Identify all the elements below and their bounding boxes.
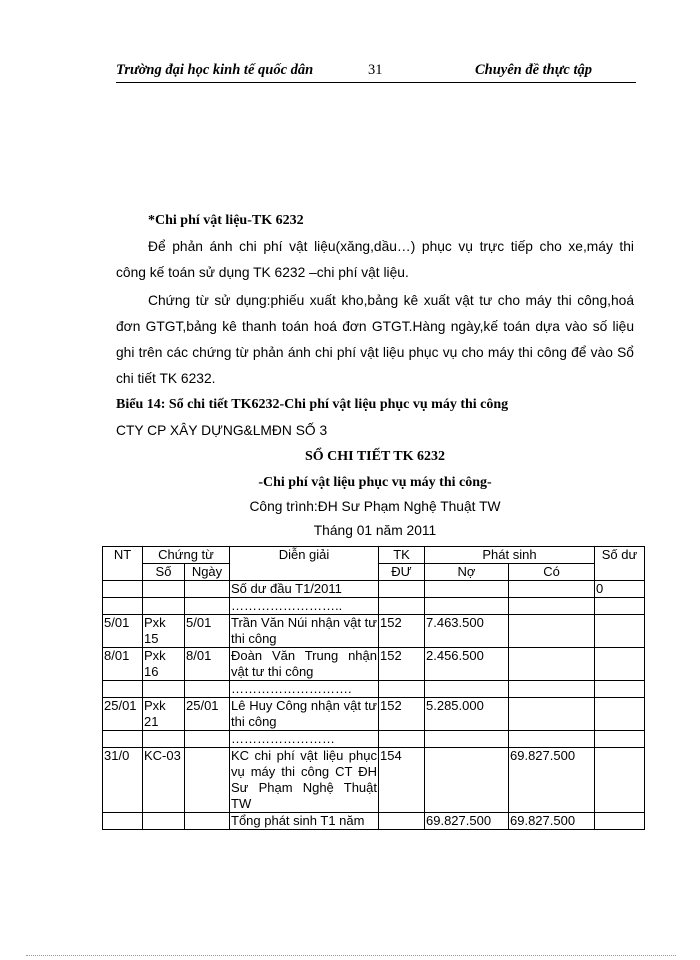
col-header-sodu: Số dư <box>595 547 645 581</box>
col-header-co: Có <box>509 564 595 581</box>
cell-diengiai: ………………………. <box>230 681 379 698</box>
table-row <box>103 615 645 648</box>
cell-ngay <box>185 731 230 748</box>
cell-tk <box>379 598 425 615</box>
col-header-so: Số <box>143 564 185 581</box>
cell-diengiai: Đoàn Văn Trung nhận vật tư thi công <box>231 648 377 679</box>
header-school: Trường đại học kinh tế quốc dân <box>116 62 314 78</box>
cell-so: KC-03 <box>143 748 185 813</box>
header-doc-type: Chuyên đề thực tập <box>474 62 592 78</box>
cell-ngay <box>185 748 230 813</box>
cell-so <box>143 813 185 830</box>
cell-diengiai: …………………….. <box>230 598 379 615</box>
cell-tk <box>379 581 425 598</box>
cell-co <box>509 698 595 731</box>
cell-so <box>143 598 185 615</box>
cell-nt: 5/01 <box>103 615 143 648</box>
cell-diengiai: Tổng phát sinh T1 năm <box>230 813 379 830</box>
cell-no <box>425 581 509 598</box>
table-row-total <box>103 813 645 830</box>
table-row <box>103 681 645 698</box>
col-header-diengiai: Diễn giải <box>230 547 379 581</box>
cell-nt: 31/0 <box>103 748 143 813</box>
cell-no: 5.285.000 <box>425 698 509 731</box>
project-name: Công trình:ĐH Sư Phạm Nghệ Thuật TW <box>249 499 501 514</box>
col-header-ngay: Ngày <box>185 564 230 581</box>
cell-co: 69.827.500 <box>509 748 595 813</box>
cell-ngay <box>185 813 230 830</box>
col-header-phatsinh: Phát sinh <box>425 547 595 564</box>
cell-nt <box>103 681 143 698</box>
period: Tháng 01 năm 2011 <box>313 523 437 538</box>
cell-nt <box>103 598 143 615</box>
paragraph2-line4: chi tiết TK 6232. <box>116 371 216 386</box>
cell-ngay <box>185 681 230 698</box>
table-row <box>103 698 645 731</box>
cell-so: Pxk 16 <box>143 648 185 681</box>
paragraph1-line2: công kế toán sử dụng TK 6232 –chi phí vật liệu. <box>116 265 409 280</box>
cell-tk <box>379 813 425 830</box>
cell-nt <box>103 731 143 748</box>
cell-so <box>143 681 185 698</box>
cell-diengiai: KC chi phí vật liệu phục vụ máy thi công CT ĐH Sư Phạm Nghệ Thuật TW <box>231 748 377 811</box>
ledger-table <box>102 546 645 830</box>
page-bottom-divider <box>26 955 676 956</box>
table-row <box>103 648 645 681</box>
cell-co: 69.827.500 <box>509 813 595 830</box>
col-header-no: Nợ <box>425 564 509 581</box>
section-title: *Chi phí vật liệu-TK 6232 <box>148 213 304 228</box>
cell-co <box>509 731 595 748</box>
cell-no <box>425 731 509 748</box>
cell-sodu <box>595 731 645 748</box>
cell-co <box>509 615 595 648</box>
paragraph1-line1: Để phản ánh chi phí vật liệu(xăng,dầu…) phục vụ trực tiếp cho xe,máy thi <box>148 239 634 254</box>
cell-ngay: 25/01 <box>185 698 230 731</box>
cell-co <box>509 648 595 681</box>
cell-ngay: 8/01 <box>185 648 230 681</box>
cell-nt <box>103 581 143 598</box>
cell-nt: 25/01 <box>103 698 143 731</box>
ledger-subtitle: -Chi phí vật liệu phục vụ máy thi công- <box>258 475 492 490</box>
table-row <box>103 731 645 748</box>
cell-no: 7.463.500 <box>425 615 509 648</box>
cell-tk: 152 <box>379 615 425 648</box>
page-number: 31 <box>368 62 383 78</box>
cell-sodu <box>595 681 645 698</box>
col-header-du: ĐƯ <box>379 564 425 581</box>
paragraph2-line3: ghi trên các chứng từ phản ánh chi phí vật liệu phục vụ cho máy thi công để vào Sổ <box>116 345 634 360</box>
cell-so <box>143 581 185 598</box>
cell-co <box>509 681 595 698</box>
cell-diengiai: Số dư đầu T1/2011 <box>230 581 379 598</box>
cell-no: 69.827.500 <box>425 813 509 830</box>
cell-so <box>143 731 185 748</box>
col-header-nt: NT <box>103 547 143 581</box>
col-header-tk: TK <box>379 547 425 564</box>
col-header-chungtu: Chứng từ <box>143 547 230 564</box>
page-header <box>116 62 636 83</box>
cell-ngay: 5/01 <box>185 615 230 648</box>
cell-no <box>425 598 509 615</box>
cell-sodu <box>595 598 645 615</box>
paragraph2-line1: Chứng từ sử dụng:phiếu xuất kho,bảng kê xuất vật tư cho máy thi công,hoá <box>148 293 634 308</box>
cell-so: Pxk 21 <box>143 698 185 731</box>
cell-ngay <box>185 598 230 615</box>
table-row <box>103 748 645 813</box>
paragraph2-line2: đơn GTGT,bảng kê thanh toán hoá đơn GTGT.Hàng ngày,kế toán dựa vào số liệu <box>116 319 634 334</box>
table-header-row <box>103 547 645 564</box>
cell-no: 2.456.500 <box>425 648 509 681</box>
figure-caption: Biểu 14: Sổ chi tiết TK6232-Chi phí vật liệu phục vụ máy thi công <box>116 397 509 412</box>
table-row <box>103 598 645 615</box>
cell-tk: 154 <box>379 748 425 813</box>
cell-so: Pxk 15 <box>143 615 185 648</box>
cell-no <box>425 748 509 813</box>
cell-nt <box>103 813 143 830</box>
company-name: CTY CP XÂY DỰNG&LMĐN SỐ 3 <box>116 423 328 438</box>
cell-sodu <box>595 748 645 813</box>
cell-sodu <box>595 813 645 830</box>
ledger-title: SỔ CHI TIẾT TK 6232 <box>304 449 446 464</box>
cell-sodu <box>595 698 645 731</box>
cell-diengiai: Lê Huy Công nhận vật tư thi công <box>231 698 377 729</box>
cell-sodu: 0 <box>595 581 645 598</box>
cell-tk: 152 <box>379 698 425 731</box>
cell-co <box>509 598 595 615</box>
cell-nt: 8/01 <box>103 648 143 681</box>
cell-sodu <box>595 648 645 681</box>
table-row <box>103 581 645 598</box>
cell-sodu <box>595 615 645 648</box>
cell-no <box>425 681 509 698</box>
cell-ngay <box>185 581 230 598</box>
cell-diengiai: …………………… <box>230 731 379 748</box>
cell-tk <box>379 731 425 748</box>
cell-tk: 152 <box>379 648 425 681</box>
cell-co <box>509 581 595 598</box>
cell-diengiai: Trần Văn Núi nhận vật tư thi công <box>231 615 377 646</box>
cell-tk <box>379 681 425 698</box>
